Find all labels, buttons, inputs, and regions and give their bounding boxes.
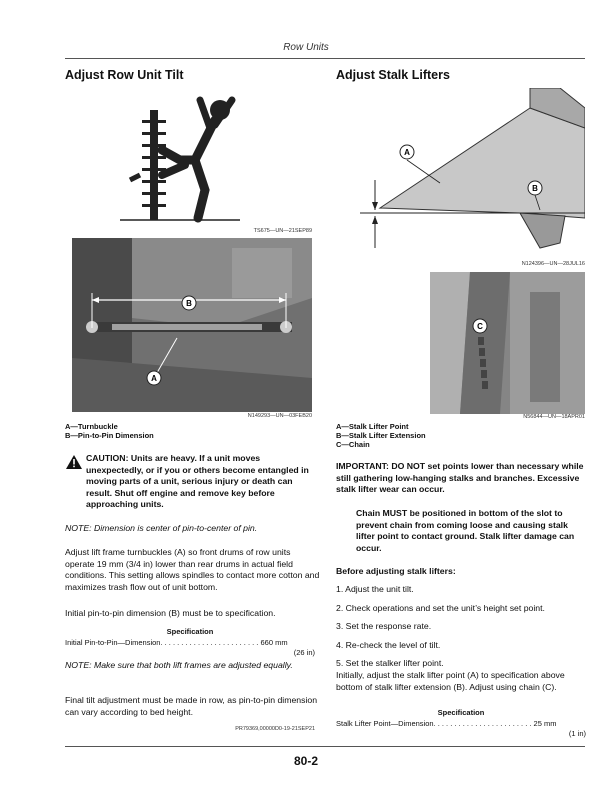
callout-c: C xyxy=(477,322,483,331)
list-item: 1. Adjust the unit tilt. xyxy=(336,584,414,594)
right-para: Initially, adjust the stalk lifter point (A) to specification above bottom of stalk lifter extension (B). Adjust using chain (C). xyxy=(336,670,565,692)
left-spec-alt: (26 in) xyxy=(293,647,315,657)
steps-heading: Before adjusting stalk lifters: xyxy=(336,566,456,576)
callout-b: B xyxy=(186,299,192,308)
left-ref: PR79369,00000D0-19-21SEP21 xyxy=(235,726,315,732)
left-para1: Adjust lift frame turnbuckles (A) so front drums of row units operate 19 mm (3/4 in) lower than rear drums in actual field conditions. This setting allows spindles to contact more cotton and maximizes trash flow out of unit bottom. xyxy=(65,547,320,592)
important-notice-2: Chain MUST be positioned in bottom of the slot to prevent chain from coming loose and causing stalk lifter point to contact ground. Stalk lifter damage can occur. xyxy=(356,508,575,553)
turnbuckle-photo xyxy=(72,238,312,412)
footer-rule xyxy=(65,746,585,747)
legend-item: A—Stalk Lifter Point xyxy=(336,422,409,431)
right-spec-heading: Specification xyxy=(437,708,485,717)
legend-item: C—Chain xyxy=(336,440,370,449)
caution-triangle-icon xyxy=(66,455,82,469)
chain-photo xyxy=(430,272,585,414)
caution-text: CAUTION: Units are heavy. If a unit moves unexpectedly, or if you or others become entangled in moving parts of a unit, serious injury or death can result. Shut off engine and remove key before approaching units. xyxy=(86,453,309,509)
right-title: Adjust Stalk Lifters xyxy=(336,68,450,82)
callout-a: A xyxy=(151,374,157,383)
page-number: 80-2 xyxy=(293,754,319,768)
right-legend xyxy=(336,422,426,449)
left-spec xyxy=(65,638,315,657)
right-spec-label: Stalk Lifter Point—Dimension. . . . . . . . . . . . . . . . . . . . . . . . 25 mm xyxy=(336,719,557,728)
right-spec-alt: (1 in) xyxy=(568,728,586,738)
left-spec-label: Initial Pin-to-Pin—Dimension. . . . . . . . . . . . . . . . . . . . . . . . 660 mm xyxy=(65,638,288,647)
entanglement-warning-illustration xyxy=(120,90,240,228)
left-title: Adjust Row Unit Tilt xyxy=(65,68,184,82)
list-item: 3. Set the response rate. xyxy=(336,621,432,631)
callout-a: A xyxy=(404,148,410,157)
left-legend xyxy=(65,422,154,440)
legend-item: B—Stalk Lifter Extension xyxy=(336,431,426,440)
left-note2: NOTE: Make sure that both lift frames are adjusted equally. xyxy=(65,660,293,670)
stalk-lifter-diagram xyxy=(360,88,585,258)
list-item: 4. Re-check the level of tilt. xyxy=(336,639,441,650)
left-spec-heading: Specification xyxy=(166,627,214,636)
list-item: 5. Set the stalker lifter point. xyxy=(336,658,444,668)
right-fig1-caption: N124396—UN—28JUL16 xyxy=(521,261,585,267)
header-rule xyxy=(65,58,585,59)
list-item: 2. Check operations and set the unit’s height set point. xyxy=(336,602,545,613)
steps-list xyxy=(336,584,586,677)
right-fig2-caption: N56844—UN—18APR01 xyxy=(523,414,585,420)
legend-item: A—Turnbuckle xyxy=(65,422,118,431)
left-para3: Final tilt adjustment must be made in row, as pin-to-pin dimension can vary according to bed height. xyxy=(65,695,318,717)
left-fig1-caption: TS675—UN—21SEP89 xyxy=(253,228,312,234)
left-fig2-caption: N149293—UN—03FEB20 xyxy=(247,413,312,419)
left-para2: Initial pin-to-pin dimension (B) must be to specification. xyxy=(65,608,276,618)
callout-b: B xyxy=(532,184,538,193)
important-notice-1: IMPORTANT: DO NOT set points lower than necessary while still gathering low-hanging stalks and branches. Excessive stalk lifter wear can occur. xyxy=(336,461,584,494)
section-header: Row Units xyxy=(283,42,329,53)
left-note1: NOTE: Dimension is center of pin-to-center of pin. xyxy=(65,523,258,533)
right-spec xyxy=(336,719,586,738)
legend-item: B—Pin-to-Pin Dimension xyxy=(65,431,154,440)
